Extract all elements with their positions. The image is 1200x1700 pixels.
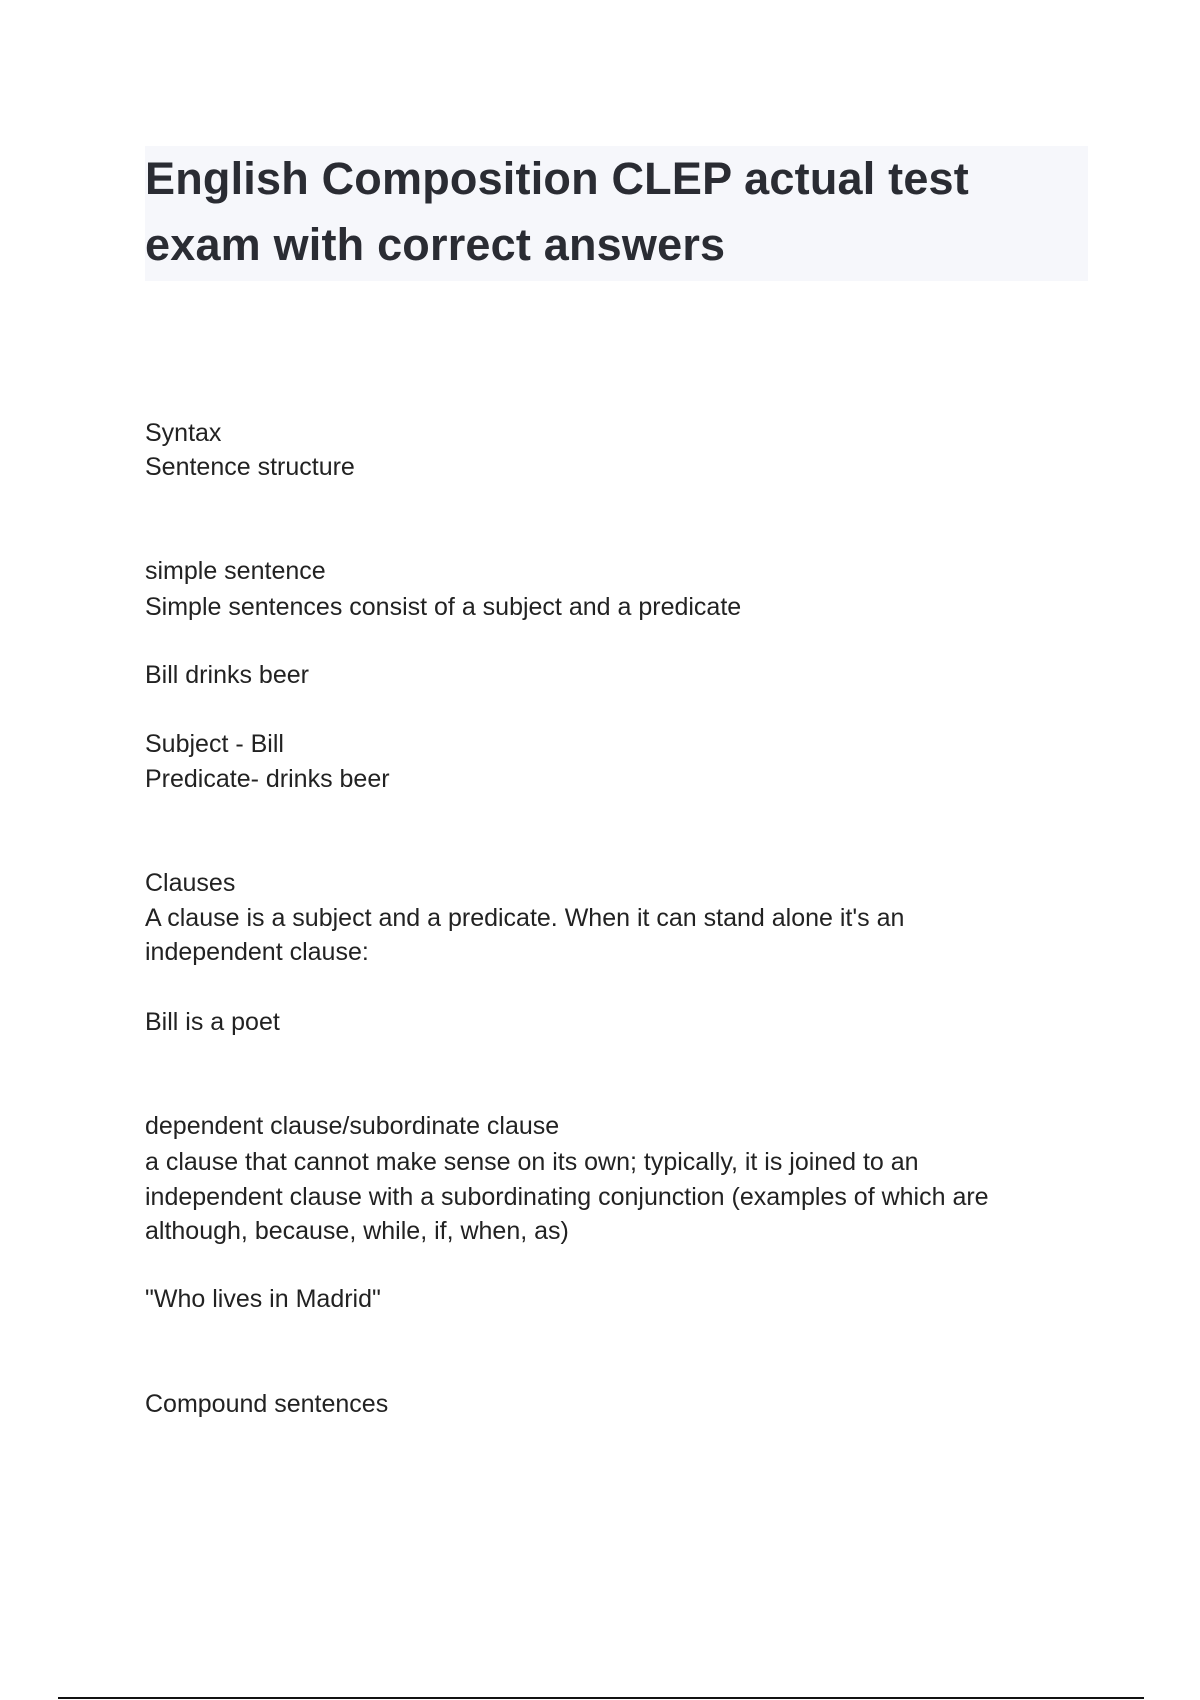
title-banner xyxy=(145,146,1088,281)
entry-term: dependent clause/subordinate clause xyxy=(145,1112,560,1140)
entry-definition-line: "Who lives in Madrid" xyxy=(145,1285,381,1313)
entry-definition-line: independent clause with a subordinating conjunction (examples of which are xyxy=(145,1183,989,1211)
entry-term: simple sentence xyxy=(145,557,326,585)
entry-definition-line: a clause that cannot make sense on its own; typically, it is joined to an xyxy=(145,1148,919,1176)
entry-definition-line: A clause is a subject and a predicate. When it can stand alone it's an xyxy=(145,904,905,932)
entry-definition-line: Subject - Bill xyxy=(145,730,284,758)
page-bottom-divider xyxy=(58,1697,1144,1699)
entry-definition-line: Simple sentences consist of a subject and a predicate xyxy=(145,593,742,621)
entry-term: Compound sentences xyxy=(145,1390,389,1418)
entry-definition-line: Bill is a poet xyxy=(145,1008,280,1036)
entry-definition-line: although, because, while, if, when, as) xyxy=(145,1217,569,1245)
entry-term: Syntax xyxy=(145,419,222,447)
page-title: English Composition CLEP actual test exam with correct answers xyxy=(145,153,969,270)
entry-definition-line: Predicate- drinks beer xyxy=(145,765,390,793)
entry-term: Clauses xyxy=(145,869,236,897)
entry-definition-line: Bill drinks beer xyxy=(145,661,309,689)
entry-definition-line: independent clause: xyxy=(145,938,369,966)
entry-definition-line: Sentence structure xyxy=(145,453,355,481)
